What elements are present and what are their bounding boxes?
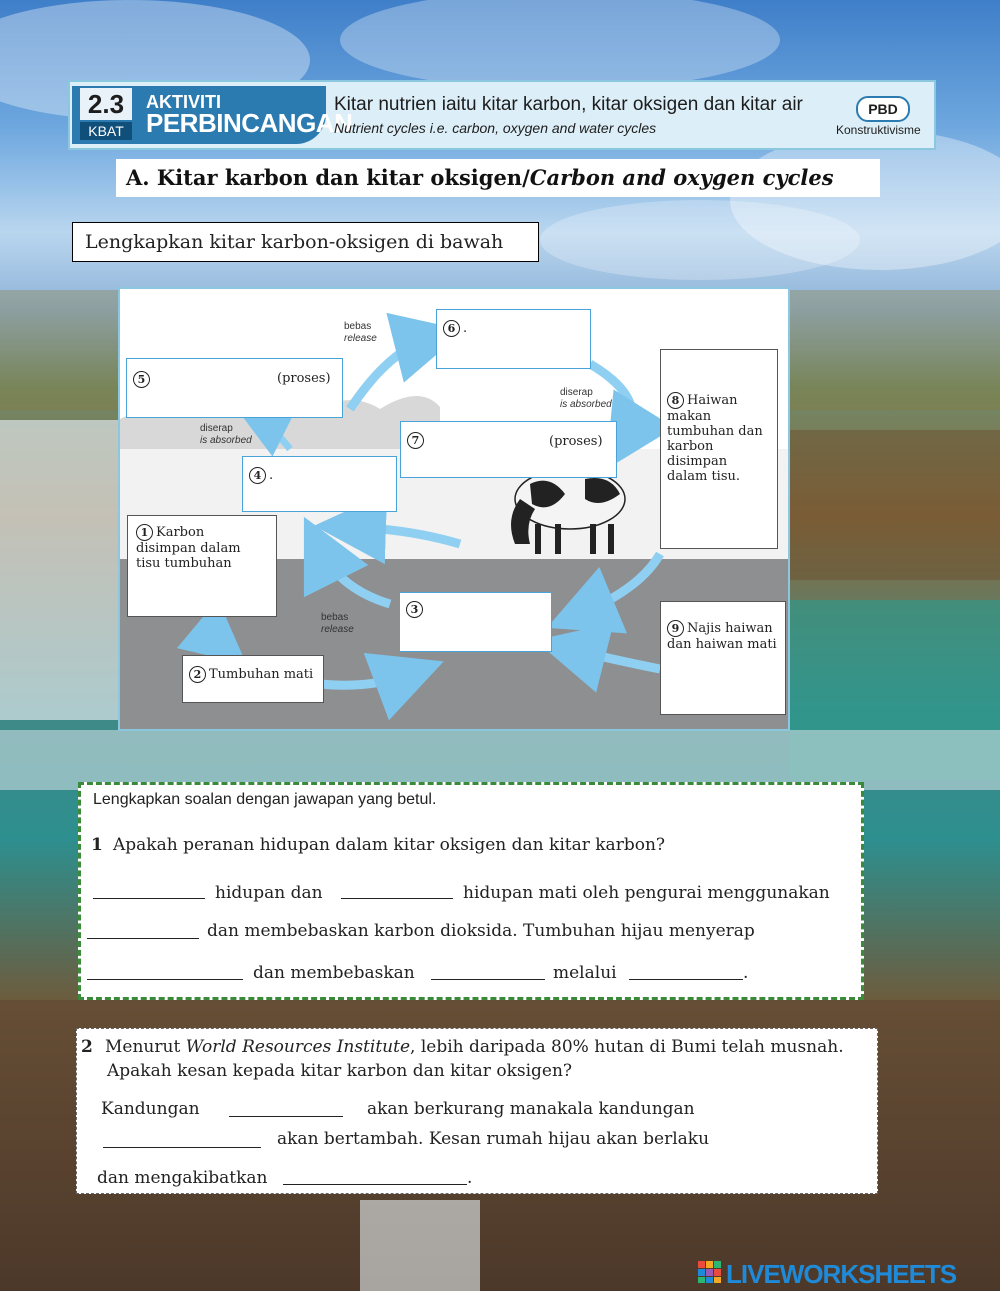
answer-2c[interactable] <box>283 1183 467 1185</box>
activity-type: PERBINCANGAN <box>146 108 353 138</box>
box-8 <box>660 349 778 549</box>
header-title-ms: Kitar nutrien iaitu kitar karbon, kitar oksigen dan kitar air <box>334 94 803 115</box>
question-2-line2: Apakah kesan kepada kitar karbon dan kitar oksigen? <box>107 1061 573 1081</box>
box-9-text: Najis haiwan dan haiwan mati <box>667 621 777 652</box>
answer-1f[interactable] <box>629 978 743 980</box>
answer-1e[interactable] <box>431 978 545 980</box>
box-9 <box>660 601 786 715</box>
box-1-text: Karbon disimpan dalam tisu tumbuhan <box>136 525 241 571</box>
instruction-box: Lengkapkan kitar karbon-oksigen di bawah <box>72 222 539 262</box>
carbon-oxygen-cycle-diagram <box>118 287 790 731</box>
answer-2b[interactable] <box>103 1146 261 1148</box>
question-block-1 <box>78 782 864 1000</box>
box-7-number: 7 <box>407 432 424 449</box>
box-5[interactable] <box>126 358 343 418</box>
answer-2a[interactable] <box>229 1115 343 1117</box>
q1-line3-end: . <box>743 963 749 983</box>
box-6-number: 6 <box>443 320 460 337</box>
box-8-number: 8 <box>667 392 684 409</box>
question-1-text: Apakah peranan hidupan dalam kitar oksigen dan kitar karbon? <box>113 835 666 855</box>
konstruktivisme-label: Konstruktivisme <box>836 123 921 137</box>
section-a-title-en: Carbon and oxygen cycles <box>529 165 834 190</box>
q1-line1-b: hidupan mati oleh pengurai menggunakan <box>463 883 830 903</box>
box-4[interactable] <box>242 456 397 512</box>
activity-number: 2.3 <box>80 88 132 120</box>
watermark: LIVEWORKSHEETS <box>726 1259 957 1289</box>
answer-1c[interactable] <box>87 937 199 939</box>
box-5-number: 5 <box>133 371 150 388</box>
q2-dan-mengakibatkan: dan mengakibatkan <box>97 1168 268 1188</box>
q1-line3-b: melalui <box>553 963 617 983</box>
box-4-number: 4 <box>249 467 266 484</box>
q1-line2-a: dan membebaskan karbon dioksida. Tumbuhan hijau menyerap <box>207 921 755 941</box>
header-title-en: Nutrient cycles i.e. carbon, oxygen and water cycles <box>334 120 657 136</box>
q1-line3-a: dan membebaskan <box>253 963 415 983</box>
box-6[interactable] <box>436 309 591 369</box>
label-bebas-top: bebas release <box>344 321 377 344</box>
q2-akan-bertambah: akan bertambah. Kesan rumah hijau akan berlaku <box>277 1129 710 1149</box>
question-instruction: Lengkapkan soalan dengan jawapan yang betul. <box>93 791 437 808</box>
label-diserap-left: diserap is absorbed <box>200 423 252 446</box>
section-a-title <box>116 159 880 197</box>
box-1 <box>127 515 277 617</box>
question-2-number: 2 <box>81 1037 93 1057</box>
label-bebas-bottom: bebas release <box>321 612 354 635</box>
box-9-number: 9 <box>667 620 684 637</box>
box-7[interactable] <box>400 421 617 478</box>
answer-1a[interactable] <box>93 897 205 899</box>
pbd-badge: PBD <box>856 96 910 122</box>
box-6-text: . <box>463 321 468 336</box>
q2-end: . <box>467 1168 473 1188</box>
box-2-number: 2 <box>189 666 206 683</box>
label-diserap-right: diserap is absorbed <box>560 387 612 410</box>
answer-1b[interactable] <box>341 897 453 899</box>
box-5-proses: (proses) <box>277 371 331 386</box>
q1-line1-a: hidupan dan <box>215 883 323 903</box>
box-3-number: 3 <box>406 601 423 618</box>
box-2 <box>182 655 324 703</box>
section-a-title-ms: A. Kitar karbon dan kitar oksigen/ <box>126 165 530 190</box>
activity-label: AKTIVITI <box>146 92 221 112</box>
q2-kandungan-1: Kandungan <box>101 1099 200 1119</box>
box-2-text: Tumbuhan mati <box>209 667 314 682</box>
question-2-text: Menurut World Resources Institute, lebih daripada 80% hutan di Bumi telah musnah. <box>105 1037 844 1057</box>
question-block-2 <box>76 1028 878 1194</box>
question-1-number: 1 <box>91 835 103 855</box>
box-7-proses: (proses) <box>549 434 603 449</box>
box-8-text: Haiwan makan tumbuhan dan karbon disimpan dalam tisu. <box>667 393 763 484</box>
box-1-number: 1 <box>136 524 153 541</box>
box-4-text: . <box>269 468 274 483</box>
box-3[interactable] <box>399 592 552 652</box>
q2-akan-berkurang: akan berkurang manakala kandungan <box>367 1099 695 1119</box>
answer-1d[interactable] <box>87 978 243 980</box>
kbat-badge: KBAT <box>80 122 132 140</box>
liveworksheets-logo-icon <box>698 1261 722 1283</box>
